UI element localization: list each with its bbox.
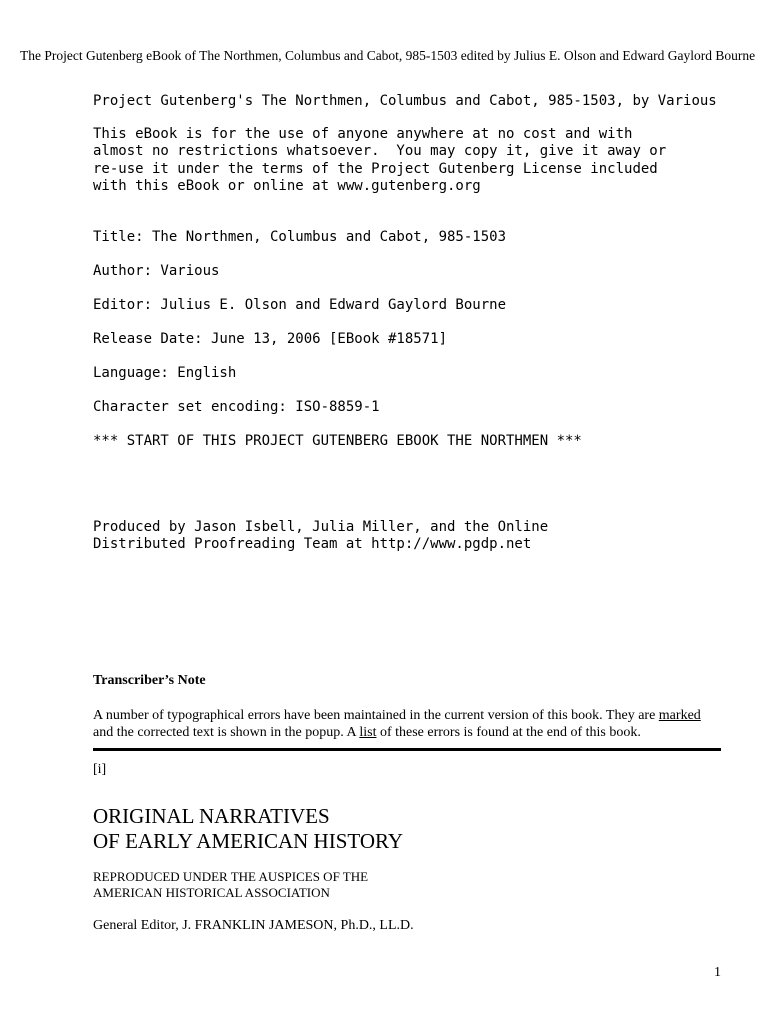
transcriber-note-body xyxy=(93,707,721,741)
section-divider xyxy=(93,748,721,751)
document-header-title: The Project Gutenberg eBook of The Northmen, Columbus and Cabot, 985-1503 edited by Julius E. Olson and Edward Gaylord Bourne xyxy=(20,48,756,63)
general-editor: General Editor, J. FRANKLIN JAMESON, Ph.D., LL.D. xyxy=(93,918,414,933)
errors-list-link[interactable]: list xyxy=(359,725,377,740)
marked-link[interactable]: marked xyxy=(658,708,701,723)
note-text-1: A number of typographical errors have been maintained in the current version of this book. They are xyxy=(93,708,659,723)
meta-title: Title: The Northmen, Columbus and Cabot, 985-1503 xyxy=(93,229,507,245)
transcriber-note-heading: Transcriber’s Note xyxy=(93,673,206,688)
preamble-heading: Project Gutenberg's The Northmen, Columbus and Cabot, 985-1503, by Various xyxy=(93,93,717,109)
meta-author: Author: Various xyxy=(93,263,220,279)
produced-by: Produced by Jason Isbell, Julia Miller, and the Online Distributed Proofreading Team at http://www.pgdp.net xyxy=(93,519,549,553)
book-subtitle-line-1: REPRODUCED UNDER THE AUSPICES OF THE xyxy=(93,869,369,884)
meta-charset: Character set encoding: ISO-8859-1 xyxy=(93,399,380,415)
note-text-2: and the corrected text is shown in the popup. A xyxy=(93,725,360,740)
page-number: 1 xyxy=(714,965,721,980)
page-marker: [i] xyxy=(93,762,107,777)
meta-editor: Editor: Julius E. Olson and Edward Gaylord Bourne xyxy=(93,297,507,313)
meta-release-date: Release Date: June 13, 2006 [EBook #18571] xyxy=(93,331,448,347)
book-title-line-2: OF EARLY AMERICAN HISTORY xyxy=(93,829,404,853)
license-text: This eBook is for the use of anyone anywhere at no cost and with almost no restrictions whatsoever. You may copy it, give it away or re-use it under the terms of the Project Gutenberg License included with this eBook or online at www.gutenberg.org xyxy=(93,126,667,195)
note-text-3: of these errors is found at the end of this book. xyxy=(376,725,641,740)
book-subtitle xyxy=(93,869,368,901)
book-subtitle-line-2: AMERICAN HISTORICAL ASSOCIATION xyxy=(93,885,330,900)
book-title-line-1: ORIGINAL NARRATIVES xyxy=(93,804,330,828)
start-marker: *** START OF THIS PROJECT GUTENBERG EBOOK THE NORTHMEN *** xyxy=(93,433,582,449)
meta-language: Language: English xyxy=(93,365,237,381)
book-title xyxy=(93,804,403,854)
